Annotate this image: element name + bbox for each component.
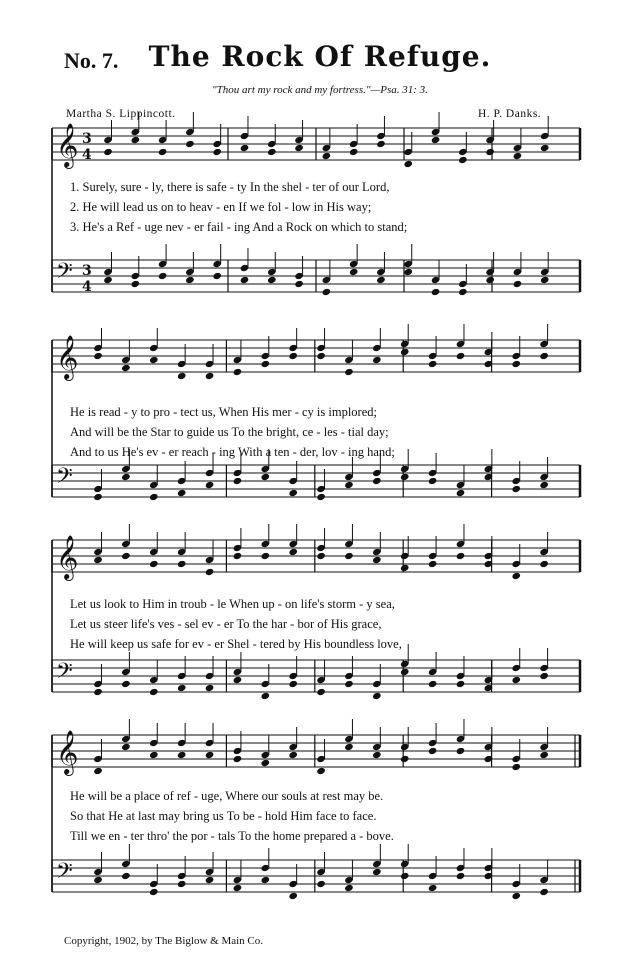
note-head bbox=[316, 688, 326, 696]
note-head bbox=[288, 892, 298, 900]
note-head bbox=[428, 560, 438, 568]
note-head bbox=[121, 680, 131, 688]
note-head bbox=[372, 868, 382, 876]
note-head bbox=[403, 160, 413, 168]
note-head bbox=[233, 884, 243, 892]
lyric-line: He will be a place of ref - uge, Where our souls at rest may be. bbox=[70, 789, 384, 803]
note-head bbox=[93, 556, 103, 564]
lyric-line: Till we en - ter thro' the por - tals To the home prepared a - bove. bbox=[70, 829, 394, 843]
note-head bbox=[205, 684, 215, 692]
treble-clef-icon: 𝄞 bbox=[56, 123, 79, 167]
note-head bbox=[344, 884, 354, 892]
note-head bbox=[372, 751, 382, 759]
note-head bbox=[103, 276, 113, 284]
note-head bbox=[185, 276, 195, 284]
note-head bbox=[322, 152, 332, 160]
note-head bbox=[458, 156, 468, 164]
note-head bbox=[400, 348, 410, 356]
note-head bbox=[539, 560, 549, 568]
note-head bbox=[121, 552, 131, 560]
lyric-line: He is read - y to pro - tect us, When His mer - cy is implored; bbox=[70, 405, 377, 419]
note-head bbox=[511, 485, 521, 493]
note-head bbox=[233, 552, 243, 560]
note-head bbox=[458, 288, 468, 296]
note-head bbox=[131, 136, 141, 144]
note-head bbox=[212, 148, 222, 156]
note-head bbox=[456, 872, 466, 880]
lyricist-credit: Martha S. Lippincott. bbox=[66, 108, 176, 120]
note-head bbox=[511, 892, 521, 900]
note-head bbox=[428, 477, 438, 485]
lyric-line: 2. He will lead us on to heav - en If we fol - low in His way; bbox=[70, 200, 372, 214]
note-head bbox=[131, 280, 141, 288]
note-head bbox=[513, 280, 523, 288]
hymn-number: No. 7. bbox=[64, 48, 119, 73]
note-head bbox=[233, 755, 243, 763]
treble-clef-icon: 𝄞 bbox=[56, 730, 79, 774]
time-signature-icon: 3 bbox=[82, 263, 92, 279]
note-head bbox=[205, 481, 215, 489]
note-head bbox=[485, 148, 495, 156]
note-head bbox=[121, 473, 131, 481]
note-head bbox=[511, 763, 521, 771]
note-head bbox=[539, 352, 549, 360]
note-head bbox=[288, 489, 298, 497]
note-head bbox=[372, 356, 382, 364]
treble-clef-icon: 𝄞 bbox=[56, 335, 79, 379]
bass-clef-icon: 𝄢 bbox=[56, 859, 73, 889]
note-head bbox=[177, 489, 187, 497]
copyright-notice: Copyright, 1902, by The Biglow & Main Co. bbox=[64, 935, 264, 947]
note-head bbox=[288, 680, 298, 688]
time-signature-icon: 4 bbox=[82, 147, 92, 163]
note-head bbox=[316, 767, 326, 775]
note-head bbox=[513, 152, 523, 160]
note-head bbox=[261, 692, 271, 700]
note-head bbox=[539, 481, 549, 489]
note-head bbox=[349, 148, 359, 156]
note-head bbox=[121, 872, 131, 880]
note-head bbox=[185, 140, 195, 148]
note-head bbox=[456, 489, 466, 497]
note-head bbox=[344, 680, 354, 688]
note-head bbox=[539, 751, 549, 759]
note-head bbox=[177, 560, 187, 568]
note-head bbox=[428, 680, 438, 688]
scripture-quote: "Thou art my rock and my fortress."—Psa. 31: 3. bbox=[212, 84, 428, 96]
note-head bbox=[177, 751, 187, 759]
note-head bbox=[233, 368, 243, 376]
lyric-line: Let us steer life's ves - sel ev - er To the har - bor of His grace, bbox=[70, 617, 382, 631]
treble-clef-icon: 𝄞 bbox=[56, 535, 79, 579]
note-head bbox=[93, 493, 103, 501]
note-head bbox=[149, 688, 159, 696]
note-head bbox=[403, 268, 413, 276]
note-head bbox=[400, 564, 410, 572]
note-head bbox=[261, 473, 271, 481]
note-head bbox=[177, 372, 187, 380]
note-head bbox=[149, 560, 159, 568]
note-head bbox=[233, 477, 243, 485]
note-head bbox=[93, 876, 103, 884]
bass-clef-icon: 𝄢 bbox=[56, 659, 73, 689]
note-head bbox=[149, 493, 159, 501]
note-head bbox=[149, 888, 159, 896]
hymn-title: The Rock Of Refuge. bbox=[148, 40, 492, 73]
note-head bbox=[158, 272, 168, 280]
note-head bbox=[511, 676, 521, 684]
lyric-line: 1. Surely, sure - ly, there is safe - ty In the shel - ter of our Lord, bbox=[70, 180, 390, 194]
note-head bbox=[456, 680, 466, 688]
note-head bbox=[400, 473, 410, 481]
note-head bbox=[261, 759, 271, 767]
bass-clef-icon: 𝄢 bbox=[56, 464, 73, 494]
lyric-line: Let us look to Him in troub - le When up - on life's storm - y sea, bbox=[70, 597, 395, 611]
lyric-line: So that He at last may bring us To be - hold Him face to face. bbox=[70, 809, 377, 823]
note-head bbox=[376, 276, 386, 284]
note-head bbox=[267, 276, 277, 284]
note-head bbox=[149, 356, 159, 364]
note-head bbox=[372, 692, 382, 700]
note-head bbox=[288, 352, 298, 360]
note-head bbox=[233, 676, 243, 684]
note-head bbox=[158, 148, 168, 156]
note-head bbox=[240, 144, 250, 152]
note-head bbox=[400, 755, 410, 763]
note-head bbox=[212, 272, 222, 280]
note-head bbox=[400, 668, 410, 676]
note-head bbox=[316, 552, 326, 560]
note-head bbox=[540, 276, 550, 284]
composer-credit: H. P. Danks. bbox=[478, 108, 542, 120]
note-head bbox=[431, 136, 441, 144]
time-signature-icon: 4 bbox=[82, 279, 92, 295]
note-head bbox=[261, 360, 271, 368]
note-head bbox=[294, 144, 304, 152]
note-head bbox=[428, 884, 438, 892]
note-head bbox=[205, 568, 215, 576]
note-head bbox=[240, 276, 250, 284]
note-head bbox=[344, 743, 354, 751]
note-head bbox=[344, 368, 354, 376]
note-head bbox=[456, 352, 466, 360]
note-head bbox=[103, 148, 113, 156]
note-head bbox=[267, 148, 277, 156]
note-head bbox=[316, 352, 326, 360]
note-head bbox=[177, 684, 187, 692]
note-head bbox=[93, 352, 103, 360]
note-head bbox=[511, 360, 521, 368]
note-head bbox=[121, 364, 131, 372]
note-head bbox=[344, 552, 354, 560]
time-signature-icon: 3 bbox=[82, 131, 92, 147]
note-head bbox=[456, 552, 466, 560]
lyric-line: 3. He's a Ref - uge nev - er fail - ing And a Rock on which to stand; bbox=[70, 220, 408, 234]
note-head bbox=[121, 743, 131, 751]
note-head bbox=[261, 876, 271, 884]
note-head bbox=[344, 481, 354, 489]
lyric-line: He will keep us safe for ev - er Shel - tered by His boundless love, bbox=[70, 637, 402, 651]
note-head bbox=[349, 268, 359, 276]
note-head bbox=[428, 360, 438, 368]
note-head bbox=[485, 276, 495, 284]
note-head bbox=[428, 747, 438, 755]
note-head bbox=[205, 876, 215, 884]
note-head bbox=[322, 288, 332, 296]
note-head bbox=[372, 477, 382, 485]
note-head bbox=[288, 751, 298, 759]
note-head bbox=[540, 144, 550, 152]
note-head bbox=[431, 288, 441, 296]
note-head bbox=[177, 880, 187, 888]
note-head bbox=[93, 688, 103, 696]
note-head bbox=[149, 751, 159, 759]
note-head bbox=[456, 747, 466, 755]
note-head bbox=[539, 672, 549, 680]
bass-clef-icon: 𝄢 bbox=[56, 259, 73, 289]
note-head bbox=[93, 767, 103, 775]
note-head bbox=[288, 548, 298, 556]
note-head bbox=[294, 280, 304, 288]
note-head bbox=[205, 751, 215, 759]
lyric-line: And will be the Star to guide us To the bright, ce - les - tial day; bbox=[70, 425, 389, 439]
note-head bbox=[376, 140, 386, 148]
note-head bbox=[261, 552, 271, 560]
note-head bbox=[539, 888, 549, 896]
note-head bbox=[511, 572, 521, 580]
note-head bbox=[400, 872, 410, 880]
lyric-line: And to us He's ev - er reach - ing With a ten - der, lov - ing hand; bbox=[70, 445, 395, 459]
note-head bbox=[205, 372, 215, 380]
note-head bbox=[316, 493, 326, 501]
note-head bbox=[372, 556, 382, 564]
note-head bbox=[316, 880, 326, 888]
